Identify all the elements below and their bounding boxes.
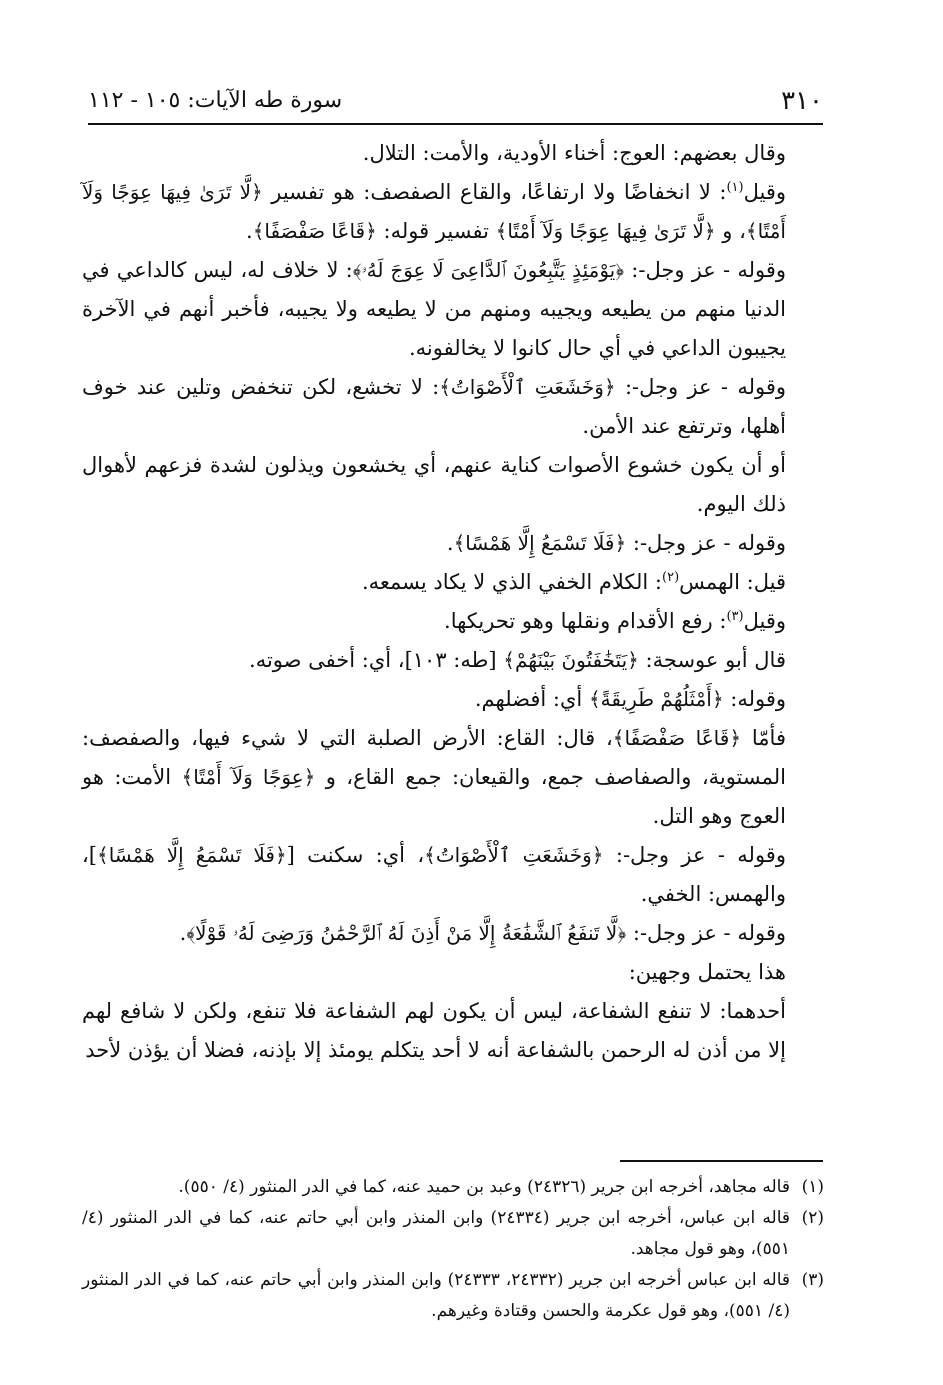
footnote-1 <box>82 1172 824 1203</box>
footnote-text: قاله ابن عباس أخرجه ابن جرير (٢٤٣٣٢، ٢٤٣٣٣) وابن المنذر وابن أبي حاتم عنه، كما في الدر المنثور (٤/ ٥٥١)، وهو قول عكرمة والحسن وقتادة وغيرهم. <box>82 1270 790 1321</box>
paragraph-1 <box>82 134 824 173</box>
paragraph-text: . <box>179 921 187 945</box>
quran-verse: ﴿عِوَجًا وَلَآ أَمْتًا﴾ <box>181 765 316 789</box>
footnote-2 <box>82 1203 824 1265</box>
paragraph-text: الأمت: هو العوج وهو التل. <box>82 765 786 828</box>
paragraph-text: وقيل <box>743 180 786 204</box>
quran-verse: ﴿أَمْثَلُهُمْ طَرِيقَةً﴾ <box>588 687 724 711</box>
page-number: ٣١٠ <box>781 86 823 116</box>
paragraph-text: : لا انخفاضًا ولا ارتفاعًا، والقاع الصفصف: هو تفسير <box>262 180 727 204</box>
paragraph-8 <box>82 602 824 641</box>
paragraph-6 <box>82 524 824 563</box>
paragraph-text: ، أي: سكنت [ <box>286 843 425 867</box>
quran-verse: ﴿لَّا تَنفَعُ ٱلشَّفَٰعَةُ إِلَّا مَنْ أَذِنَ لَهُ ٱلرَّحْمَٰنُ وَرَضِىَ لَهُۥ قَوْلًا﴾ <box>186 921 627 945</box>
quran-verse: ﴿قَاعًا صَفْصَفًا﴾ <box>612 726 742 750</box>
footnote-ref-1[interactable]: (١) <box>726 180 744 195</box>
paragraph-text: قال أبو عوسجة: <box>638 648 786 672</box>
paragraph-text: فأمّا <box>741 726 786 750</box>
paragraph-4 <box>82 368 824 446</box>
paragraph-text: ، قال: القاع: الأرض الصلبة التي لا شيء فيها، والصفصف: المستوية، والصفاصف جمع، والقيعان: جمع القاع، و <box>82 726 786 789</box>
paragraph-text: وقوله - عز وجل-: <box>615 375 786 399</box>
paragraph-text: وقوله - عز وجل-: <box>624 258 787 282</box>
footnote-marker: (١) <box>801 1177 824 1197</box>
paragraph-7 <box>82 563 824 602</box>
paragraph-text: . <box>246 219 253 243</box>
quran-verse: ﴿وَخَشَعَتِ ٱلْأَصْوَاتُ﴾ <box>424 843 604 867</box>
paragraph-text: أحدهما: لا تنفع الشفاعة، ليس أن يكون لهم الشفاعة فلا تنفع، ولكن لا شافع لهم إلا من أذن له الرحمن بالشفاعة أنه لا أحد يتكلم يومئذ إلا بإذنه، فضلا أن يؤذن لأحد <box>82 999 786 1062</box>
footnote-text: قاله ابن عباس، أخرجه ابن جرير (٢٤٣٣٤) وابن المنذر وابن أبي حاتم عنه، كما في الدر المنثور (٤/ ٥٥١)، وهو قول مجاهد. <box>82 1208 791 1259</box>
footnote-3 <box>82 1265 824 1327</box>
paragraph-10 <box>82 680 824 719</box>
paragraph-text: وقوله - عز وجل-: <box>626 531 786 555</box>
paragraph-text: . <box>446 531 454 555</box>
footnote-text: قاله مجاهد، أخرجه ابن جرير (٢٤٣٢٦) وعبد بن حميد عنه، كما في الدر المنثور (٤/ ٥٥٠). <box>178 1177 790 1197</box>
footnote-marker: (٢) <box>801 1208 824 1228</box>
paragraph-15 <box>82 992 824 1070</box>
paragraph-text: ]، والهمس: الخفي. <box>82 843 786 906</box>
paragraph-5 <box>82 446 824 524</box>
paragraph-13 <box>82 914 824 953</box>
quran-verse: ﴿يَتَخَٰفَتُونَ بَيْنَهُمْ﴾ <box>503 648 639 672</box>
running-title: سورة طه الآيات: ١٠٥ - ١١٢ <box>88 88 343 113</box>
quran-verse: ﴿لَّا تَرَىٰ فِيهَا عِوَجًا وَلَآ أَمْتًا﴾ <box>495 219 716 243</box>
paragraph-12 <box>82 836 824 914</box>
paragraph-text: وقوله - عز وجل-: <box>626 921 786 945</box>
paragraph-11 <box>82 719 824 836</box>
paragraph-text: : لا تخشع، لكن تنخفض وتلين عند خوف أهلها، وترتفع عند الأمن. <box>82 375 786 438</box>
quran-verse: ﴿وَخَشَعَتِ ٱلْأَصْوَاتُ﴾ <box>439 375 616 399</box>
paragraph-text: هذا يحتمل وجهين: <box>628 960 786 984</box>
paragraph-text: قيل: الهمس <box>679 570 786 594</box>
header-divider <box>88 123 823 125</box>
quran-verse: ﴿فَلَا تَسْمَعُ إِلَّا هَمْسًا﴾ <box>453 531 627 555</box>
paragraph-text: وقيل <box>743 609 786 633</box>
paragraph-text: : الكلام الخفي الذي لا يكاد يسمعه. <box>361 570 662 594</box>
paragraph-2 <box>82 173 824 251</box>
quran-verse: ﴿لَّا تَرَىٰ فِيهَا عِوَجًا وَلَآ أَمْتًا﴾ <box>82 180 786 243</box>
footnotes <box>82 1172 824 1327</box>
paragraph-text: : رفع الأقدام ونقلها وهو تحريكها. <box>444 609 727 633</box>
paragraph-text: أي: أفضلهم. <box>474 687 589 711</box>
main-text <box>82 134 824 1070</box>
page-header <box>88 84 823 122</box>
paragraph-text: : لا خلاف له، ليس كالداعي في الدنيا منهم من يطيعه ويجيبه ومنهم من لا يطيعه ولا يجيبه، فأخبر أنهم في الآخرة يجيبون الداعي في أي حال كانوا لا يخالفونه. <box>82 258 786 360</box>
quran-verse: ﴿قَاعًا صَفْصَفًا﴾ <box>252 219 377 243</box>
paragraph-text: وقوله: <box>723 687 786 711</box>
paragraph-text: وقوله - عز وجل-: <box>603 843 786 867</box>
paragraph-text: أو أن يكون خشوع الأصوات كناية عنهم، أي يخشعون ويذلون لشدة فزعهم لأهوال ذلك اليوم. <box>82 453 786 516</box>
paragraph-9 <box>82 641 824 680</box>
paragraph-text: وقال بعضهم: العوج: أخناء الأودية، والأمت: التلال. <box>362 141 786 165</box>
paragraph-3 <box>82 251 824 368</box>
paragraph-14 <box>82 953 824 992</box>
paragraph-text: [طه: ١٠٣]، أي: أخفى صوته. <box>249 648 504 672</box>
paragraph-text: ، و <box>715 219 746 243</box>
footnote-ref-3[interactable]: (٣) <box>726 609 744 624</box>
paragraph-text: تفسير قوله: <box>376 219 496 243</box>
footnote-ref-2[interactable]: (٢) <box>662 570 680 585</box>
footnote-marker: (٣) <box>801 1270 824 1290</box>
quran-verse: ﴿يَوْمَئِذٍ يَتَّبِعُونَ ٱلدَّاعِىَ لَا عِوَجَ لَهُۥ﴾ <box>352 258 625 282</box>
footnote-divider <box>620 1160 823 1162</box>
quran-verse: ﴿فَلَا تَسْمَعُ إِلَّا هَمْسًا﴾ <box>96 843 287 867</box>
